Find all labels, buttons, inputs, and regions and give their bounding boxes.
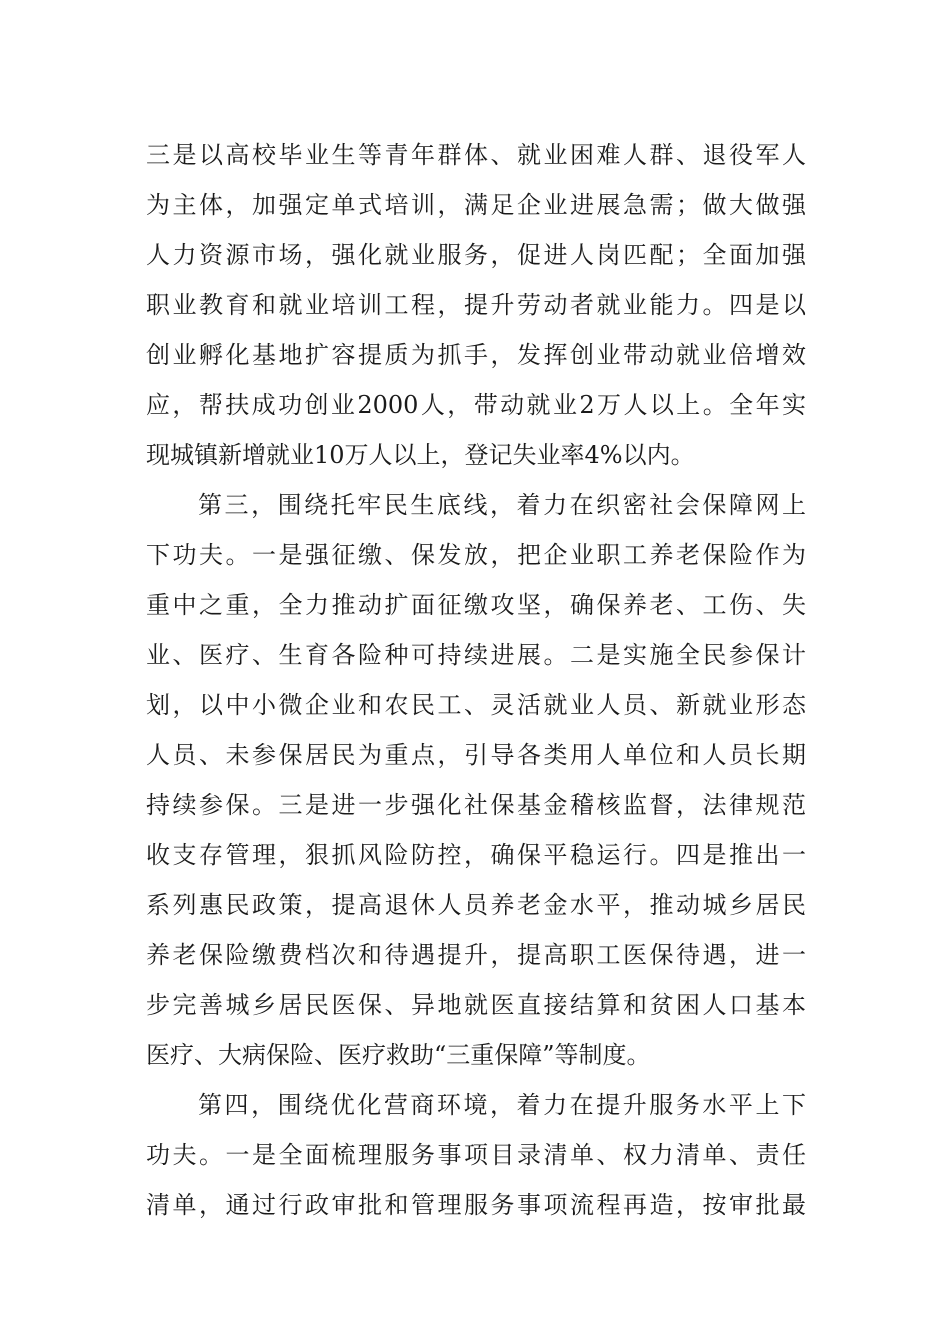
text-line-2: 为主体，加强定单式培训，满足企业进展急需；做大做强 [146,191,806,219]
text-line-10: 重中之重，全力推动扩面征缴攻坚，确保养老、工伤、失 [146,591,806,619]
paragraph-fourth-first-line: 第四，围绕优化营商环境，着力在提升服务水平上下 [198,1091,806,1119]
text-line-19: 医疗、大病保险、医疗救助“三重保障”等制度。 [146,1041,651,1069]
text-line-6: 应，帮扶成功创业2000人，带动就业2万人以上。全年实 [146,391,806,419]
text-line-18: 步完善城乡居民医保、异地就医直接结算和贫困人口基本 [146,991,806,1019]
text-line-3: 人力资源市场，强化就业服务，促进人岗匹配；全面加强 [146,241,806,269]
text-line-14: 持续参保。三是进一步强化社保基金稽核监督，法律规范 [146,791,806,819]
text-line-21: 功夫。一是全面梳理服务事项目录清单、权力清单、责任 [146,1141,806,1169]
text-line-1: 三是以高校毕业生等青年群体、就业困难人群、退役军人 [146,141,806,169]
text-line-22: 清单，通过行政审批和管理服务事项流程再造，按审批最 [146,1191,806,1219]
text-line-13: 人员、未参保居民为重点，引导各类用人单位和人员长期 [146,741,806,769]
text-line-7: 现城镇新增就业10万人以上，登记失业率4%以内。 [146,441,695,469]
text-line-9: 下功夫。一是强征缴、保发放，把企业职工养老保险作为 [146,541,806,569]
text-line-15: 收支存管理，狠抓风险防控，确保平稳运行。四是推出一 [146,841,806,869]
text-line-4: 职业教育和就业培训工程，提升劳动者就业能力。四是以 [146,291,806,319]
text-line-17: 养老保险缴费档次和待遇提升，提高职工医保待遇，进一 [146,941,806,969]
text-line-12: 划，以中小微企业和农民工、灵活就业人员、新就业形态 [146,691,806,719]
paragraph-third-first-line: 第三，围绕托牢民生底线，着力在织密社会保障网上 [198,491,806,519]
text-line-11: 业、医疗、生育各险种可持续进展。二是实施全民参保计 [146,641,806,669]
text-line-5: 创业孵化基地扩容提质为抓手，发挥创业带动就业倍增效 [146,341,806,369]
text-line-16: 系列惠民政策，提高退休人员养老金水平，推动城乡居民 [146,891,806,919]
